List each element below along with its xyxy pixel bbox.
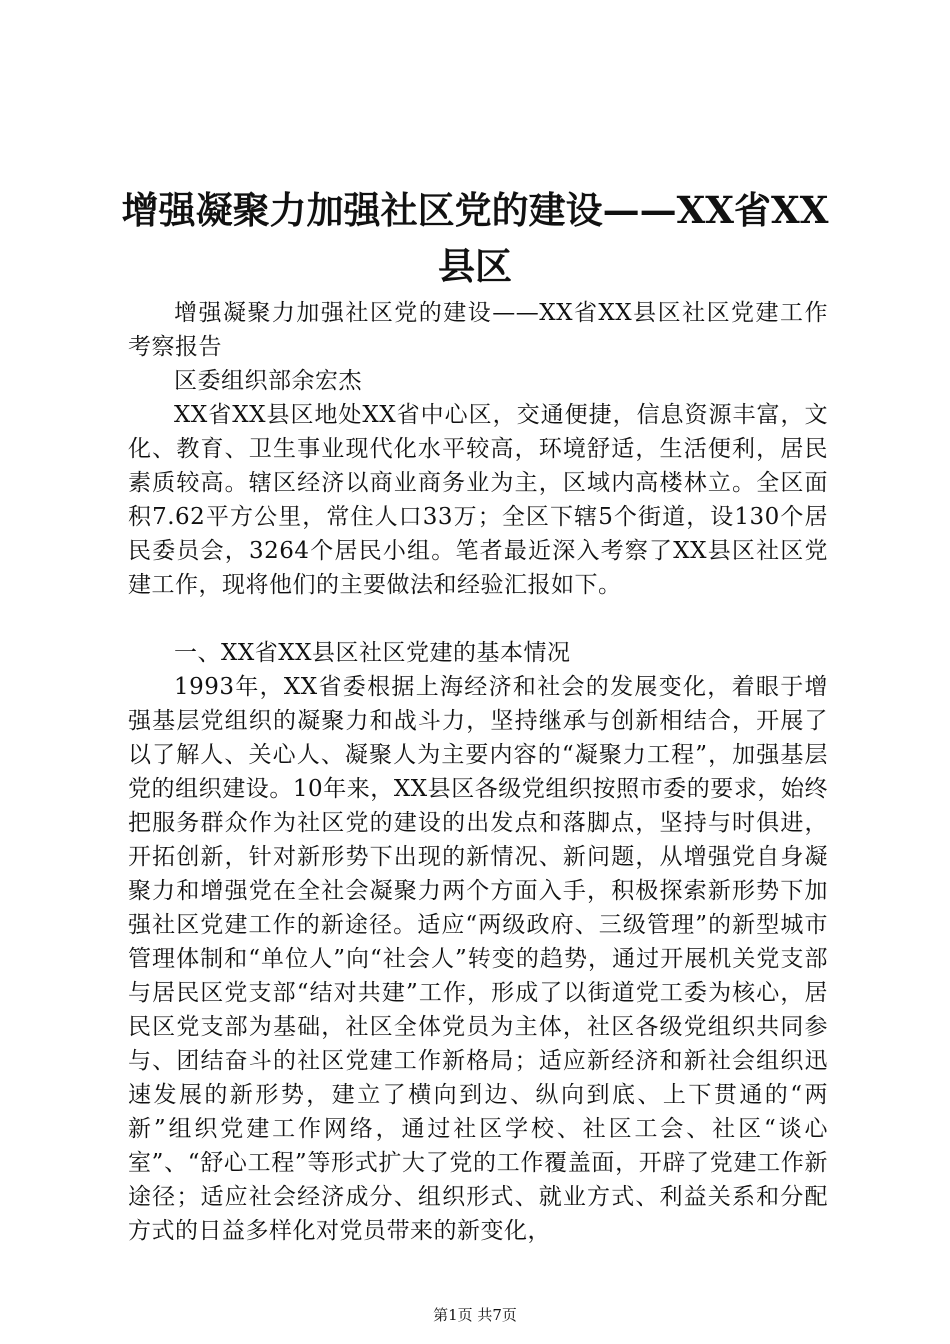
intro-paragraph: XX省XX县区地处XX省中心区，交通便捷，信息资源丰富，文化、教育、卫生事业现代化水平较高，环境舒适，生活便利，居民素质较高。辖区经济以商业商务业为主，区域内高楼林立。全区面积7.62平方公里，常住人口33万；全区下辖5个街道，设130个居民委员会，3264个居民小组。笔者最近深入考察了XX县区社区党建工作，现将他们的主要做法和经验汇报如下。	[128, 402, 828, 598]
author-line: 区委组织部余宏杰	[174, 368, 362, 394]
body-paragraph: 1993年，XX省委根据上海经济和社会的发展变化，着眼于增强基层党组织的凝聚力和战斗力，坚持继承与创新相结合，开展了以了解人、关心人、凝聚人为主要内容的“凝聚力工程”，加强基层党的组织建设。10年来，XX县区各级党组织按照市委的要求，始终把服务群众作为社区党的建设的出发点和落脚点，坚持与时俱进，开拓创新，针对新形势下出现的新情况、新问题，从增强党自身凝聚力和增强党在全社会凝聚力两个方面入手，积极探索新形势下加强社区党建工作的新途径。适应“两级政府、三级管理”的新型城市管理体制和“单位人”向“社会人”转变的趋势，通过开展机关党支部与居民区党支部“结对共建”工作，形成了以街道党工委为核心，居民区党支部为基础，社区全体党员为主体，社区各级党组织共同参与、团结奋斗的社区党建工作新格局；适应新经济和新社会组织迅速发展的新形势，建立了横向到边、纵向到底、上下贯通的“两新”组织党建工作网络，通过社区学校、社区工会、社区“谈心室”、“舒心工程”等形式扩大了党的工作覆盖面，开辟了党建工作新途径；适应社会经济成分、组织形式、就业方式、利益关系和分配方式的日益多样化对党员带来的新变化，	[128, 674, 828, 1244]
document-title: 增强凝聚力加强社区党的建设——XX省XX县区	[121, 188, 829, 288]
document-body	[128, 296, 828, 1248]
subtitle-paragraph: 增强凝聚力加强社区党的建设——XX省XX县区社区党建工作考察报告	[128, 300, 828, 360]
section-heading: 一、XX省XX县区社区党建的基本情况	[174, 640, 571, 666]
page-footer: 第1页 共7页	[433, 1306, 517, 1324]
